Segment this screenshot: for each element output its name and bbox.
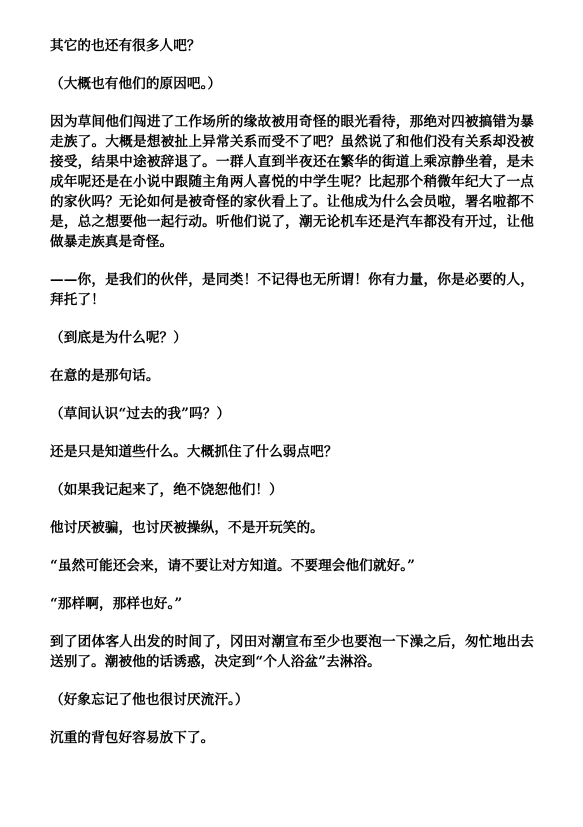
paragraph-8: 还是只是知道些什么。大概抓住了什么弱点吧？ [50, 444, 338, 460]
paragraph-14: （好象忘记了他也很讨厌流汗。） [50, 692, 249, 708]
document-page [50, 36, 534, 766]
paragraph-12: “那样啊，那样也好。” [50, 596, 183, 612]
paragraph-11: “虽然可能还会来，请不要让对方知道。不要理会他们就好。” [50, 558, 416, 574]
paragraph-9: （如果我记起来了，绝不饶恕他们！） [50, 482, 283, 498]
paragraph-7: （草间认识“过去的我”吗？） [50, 406, 231, 422]
paragraph-6: 在意的是那句话。 [50, 368, 160, 384]
paragraph-3: 因为草间他们闯进了工作场所的缘故被用奇怪的眼光看待，那绝对四被搞错为暴走族了。大概是想被扯上异常关系而受不了吧？虽然说了和他们没有关系却没被接受，结果中途被辞退了。一群人直到半夜还在繁华的街道上乘凉静坐着，是未成年呢还是在小说中跟随主角两人喜悦的中学生呢？比起那个稍微年纪大了一点的家伙吗？无论如何是被奇怪的家伙看上了。让他成为什么会员啦，署名啦都不是，总之想要他一起行动。听他们说了，潮无论机车还是汽车都没有开过，让他做暴走族真是奇怪。 [50, 114, 534, 250]
paragraph-13: 到了团体客人出发的时间了，冈田对潮宣布至少也要泡一下澡之后，匆忙地出去送别了。潮被他的话诱惑，决定到“个人浴盆”去淋浴。 [50, 634, 534, 670]
paragraph-2: （大概也有他们的原因吧。） [50, 76, 222, 92]
paragraph-4: ——你，是我们的伙伴，是同类！不记得也无所谓！你有力量，你是必要的人，拜托了！ [50, 272, 534, 308]
paragraph-15: 沉重的背包好容易放下了。 [50, 730, 215, 746]
paragraph-10: 他讨厌被骗，也讨厌被操纵，不是开玩笑的。 [50, 520, 324, 536]
paragraph-1: 其它的也还有很多人吧？ [50, 38, 201, 54]
paragraph-5: （到底是为什么呢？） [50, 330, 187, 346]
